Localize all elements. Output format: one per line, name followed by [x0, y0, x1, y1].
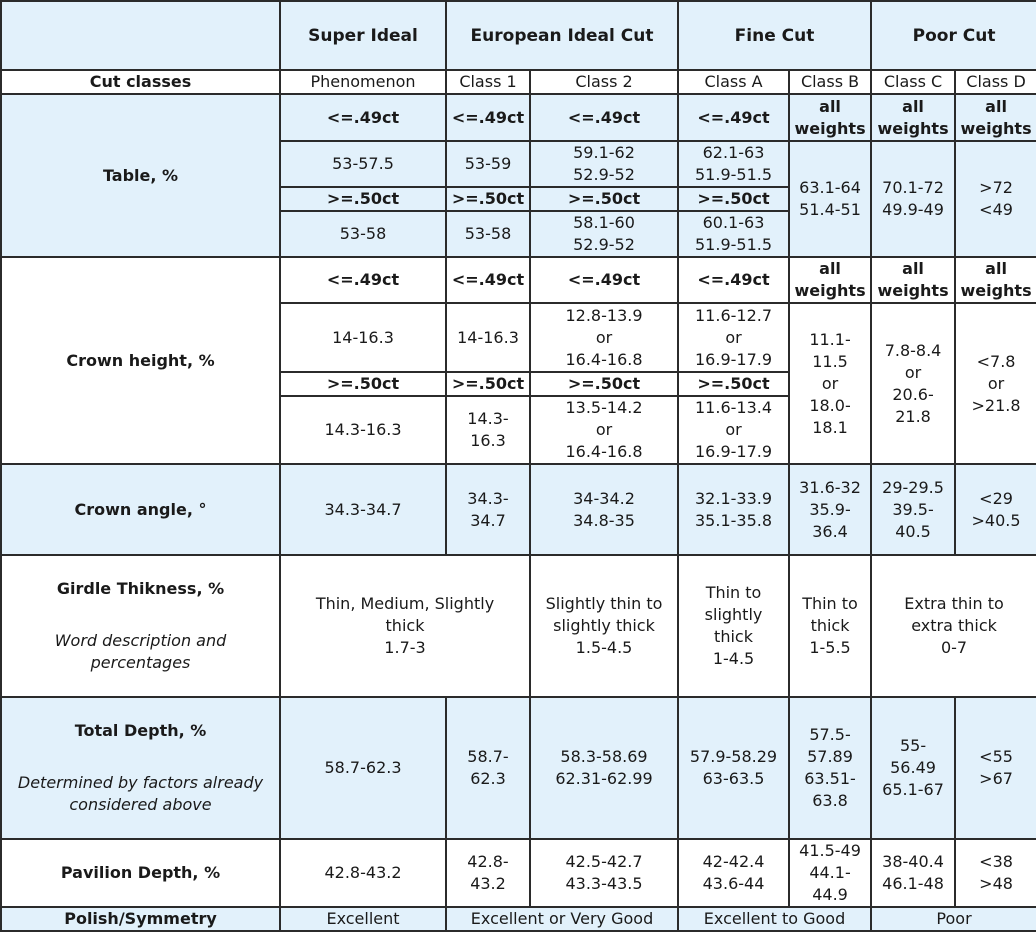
class-2: Class 2: [530, 70, 678, 94]
crown-ge50-weight: >=.50ct: [280, 372, 446, 396]
crown-le49-class-a: 11.6-12.7 or 16.9-17.9: [678, 303, 789, 372]
crown-le49-weight: <=.49ct: [678, 257, 789, 303]
table-le49-weight: <=.49ct: [530, 94, 678, 141]
total-depth-label: Total Depth, %: [74, 721, 207, 740]
table-ge50-weight: >=.50ct: [446, 187, 530, 211]
class-d: Class D: [955, 70, 1036, 94]
header-fine-cut: Fine Cut: [678, 1, 871, 70]
class-a: Class A: [678, 70, 789, 94]
polish-european: Excellent or Very Good: [446, 907, 678, 931]
crown-ge50-class2: 13.5-14.2 or 16.4-16.8: [530, 396, 678, 464]
table-all-weights: all weights: [871, 94, 955, 141]
girdle-label: Girdle Thikness, %: [56, 579, 225, 598]
crown-le49-class1: 14-16.3: [446, 303, 530, 372]
crown-class-d: <7.8 or >21.8: [955, 303, 1036, 464]
crown-all-weights: all weights: [955, 257, 1036, 303]
total-depth-class-b: 57.5- 57.89 63.51- 63.8: [789, 697, 871, 839]
total-depth-sublabel: Determined by factors already considered above: [17, 773, 264, 814]
total-depth-class-c: 55- 56.49 65.1-67: [871, 697, 955, 839]
girdle-class-a: Thin to slightly thick 1-4.5: [678, 555, 789, 697]
pavilion-phenomenon: 42.8-43.2: [280, 839, 446, 907]
girdle-class2: Slightly thin to slightly thick 1.5-4.5: [530, 555, 678, 697]
crown-ge50-phenomenon: 14.3-16.3: [280, 396, 446, 464]
crown-le49-weight: <=.49ct: [530, 257, 678, 303]
header-poor-cut: Poor Cut: [871, 1, 1036, 70]
crown-angle-class-a: 32.1-33.9 35.1-35.8: [678, 464, 789, 555]
crown-angle-class2: 34-34.2 34.8-35: [530, 464, 678, 555]
crown-angle-label: Crown angle, °: [1, 464, 280, 555]
crown-angle-class-c: 29-29.5 39.5- 40.5: [871, 464, 955, 555]
crown-ge50-weight: >=.50ct: [530, 372, 678, 396]
crown-height-label: Crown height, %: [1, 257, 280, 464]
crown-all-weights: all weights: [871, 257, 955, 303]
class-phenomenon: Phenomenon: [280, 70, 446, 94]
crown-angle-phenomenon: 34.3-34.7: [280, 464, 446, 555]
crown-ge50-class1: 14.3- 16.3: [446, 396, 530, 464]
table-ge50-class1: 53-58: [446, 211, 530, 257]
table-class-c: 70.1-72 49.9-49: [871, 141, 955, 257]
cut-classes-label: Cut classes: [1, 70, 280, 94]
pavilion-class-b: 41.5-49 44.1- 44.9: [789, 839, 871, 907]
pavilion-class-a: 42-42.4 43.6-44: [678, 839, 789, 907]
table-ge50-class2: 58.1-60 52.9-52: [530, 211, 678, 257]
table-ge50-phenomenon: 53-58: [280, 211, 446, 257]
girdle-sublabel: Word description and percentages: [54, 631, 227, 672]
table-le49-weight: <=.49ct: [446, 94, 530, 141]
header-corner: [1, 1, 280, 70]
table-all-weights: all weights: [955, 94, 1036, 141]
header-super-ideal: Super Ideal: [280, 1, 446, 70]
class-c: Class C: [871, 70, 955, 94]
polish-super-ideal: Excellent: [280, 907, 446, 931]
crown-all-weights: all weights: [789, 257, 871, 303]
girdle-poor: Extra thin to extra thick 0-7: [871, 555, 1036, 697]
table-ge50-weight: >=.50ct: [678, 187, 789, 211]
table-le49-weight: <=.49ct: [280, 94, 446, 141]
table-le49-class2: 59.1-62 52.9-52: [530, 141, 678, 187]
pavilion-class-c: 38-40.4 46.1-48: [871, 839, 955, 907]
total-depth-label-cell: [1, 697, 280, 839]
pavilion-class-d: <38 >48: [955, 839, 1036, 907]
crown-angle-class-b: 31.6-32 35.9- 36.4: [789, 464, 871, 555]
table-class-b: 63.1-64 51.4-51: [789, 141, 871, 257]
pavilion-depth-label: Pavilion Depth, %: [1, 839, 280, 907]
total-depth-class2: 58.3-58.69 62.31-62.99: [530, 697, 678, 839]
total-depth-class-d: <55 >67: [955, 697, 1036, 839]
table-le49-weight: <=.49ct: [678, 94, 789, 141]
pavilion-class2: 42.5-42.7 43.3-43.5: [530, 839, 678, 907]
class-1: Class 1: [446, 70, 530, 94]
polish-label: Polish/Symmetry: [1, 907, 280, 931]
crown-le49-weight: <=.49ct: [446, 257, 530, 303]
table-ge50-class-a: 60.1-63 51.9-51.5: [678, 211, 789, 257]
table-le49-class1: 53-59: [446, 141, 530, 187]
table-le49-class-a: 62.1-63 51.9-51.5: [678, 141, 789, 187]
polish-fine: Excellent to Good: [678, 907, 871, 931]
table-ge50-weight: >=.50ct: [280, 187, 446, 211]
total-depth-class-a: 57.9-58.29 63-63.5: [678, 697, 789, 839]
pavilion-class1: 42.8- 43.2: [446, 839, 530, 907]
crown-ge50-weight: >=.50ct: [446, 372, 530, 396]
table-ge50-weight: >=.50ct: [530, 187, 678, 211]
header-european-ideal-cut: European Ideal Cut: [446, 1, 678, 70]
crown-le49-phenomenon: 14-16.3: [280, 303, 446, 372]
table-le49-phenomenon: 53-57.5: [280, 141, 446, 187]
class-b: Class B: [789, 70, 871, 94]
table-class-d: >72 <49: [955, 141, 1036, 257]
crown-class-b: 11.1- 11.5 or 18.0- 18.1: [789, 303, 871, 464]
total-depth-class1: 58.7- 62.3: [446, 697, 530, 839]
crown-le49-weight: <=.49ct: [280, 257, 446, 303]
crown-ge50-class-a: 11.6-13.4 or 16.9-17.9: [678, 396, 789, 464]
polish-poor: Poor: [871, 907, 1036, 931]
table-label: Table, %: [1, 94, 280, 257]
total-depth-phenomenon: 58.7-62.3: [280, 697, 446, 839]
table-all-weights: all weights: [789, 94, 871, 141]
girdle-super-ideal: Thin, Medium, Slightly thick 1.7-3: [280, 555, 530, 697]
crown-angle-class1: 34.3- 34.7: [446, 464, 530, 555]
crown-angle-class-d: <29 >40.5: [955, 464, 1036, 555]
girdle-class-b: Thin to thick 1-5.5: [789, 555, 871, 697]
girdle-label-cell: [1, 555, 280, 697]
crown-le49-class2: 12.8-13.9 or 16.4-16.8: [530, 303, 678, 372]
crown-ge50-weight: >=.50ct: [678, 372, 789, 396]
crown-class-c: 7.8-8.4 or 20.6- 21.8: [871, 303, 955, 464]
